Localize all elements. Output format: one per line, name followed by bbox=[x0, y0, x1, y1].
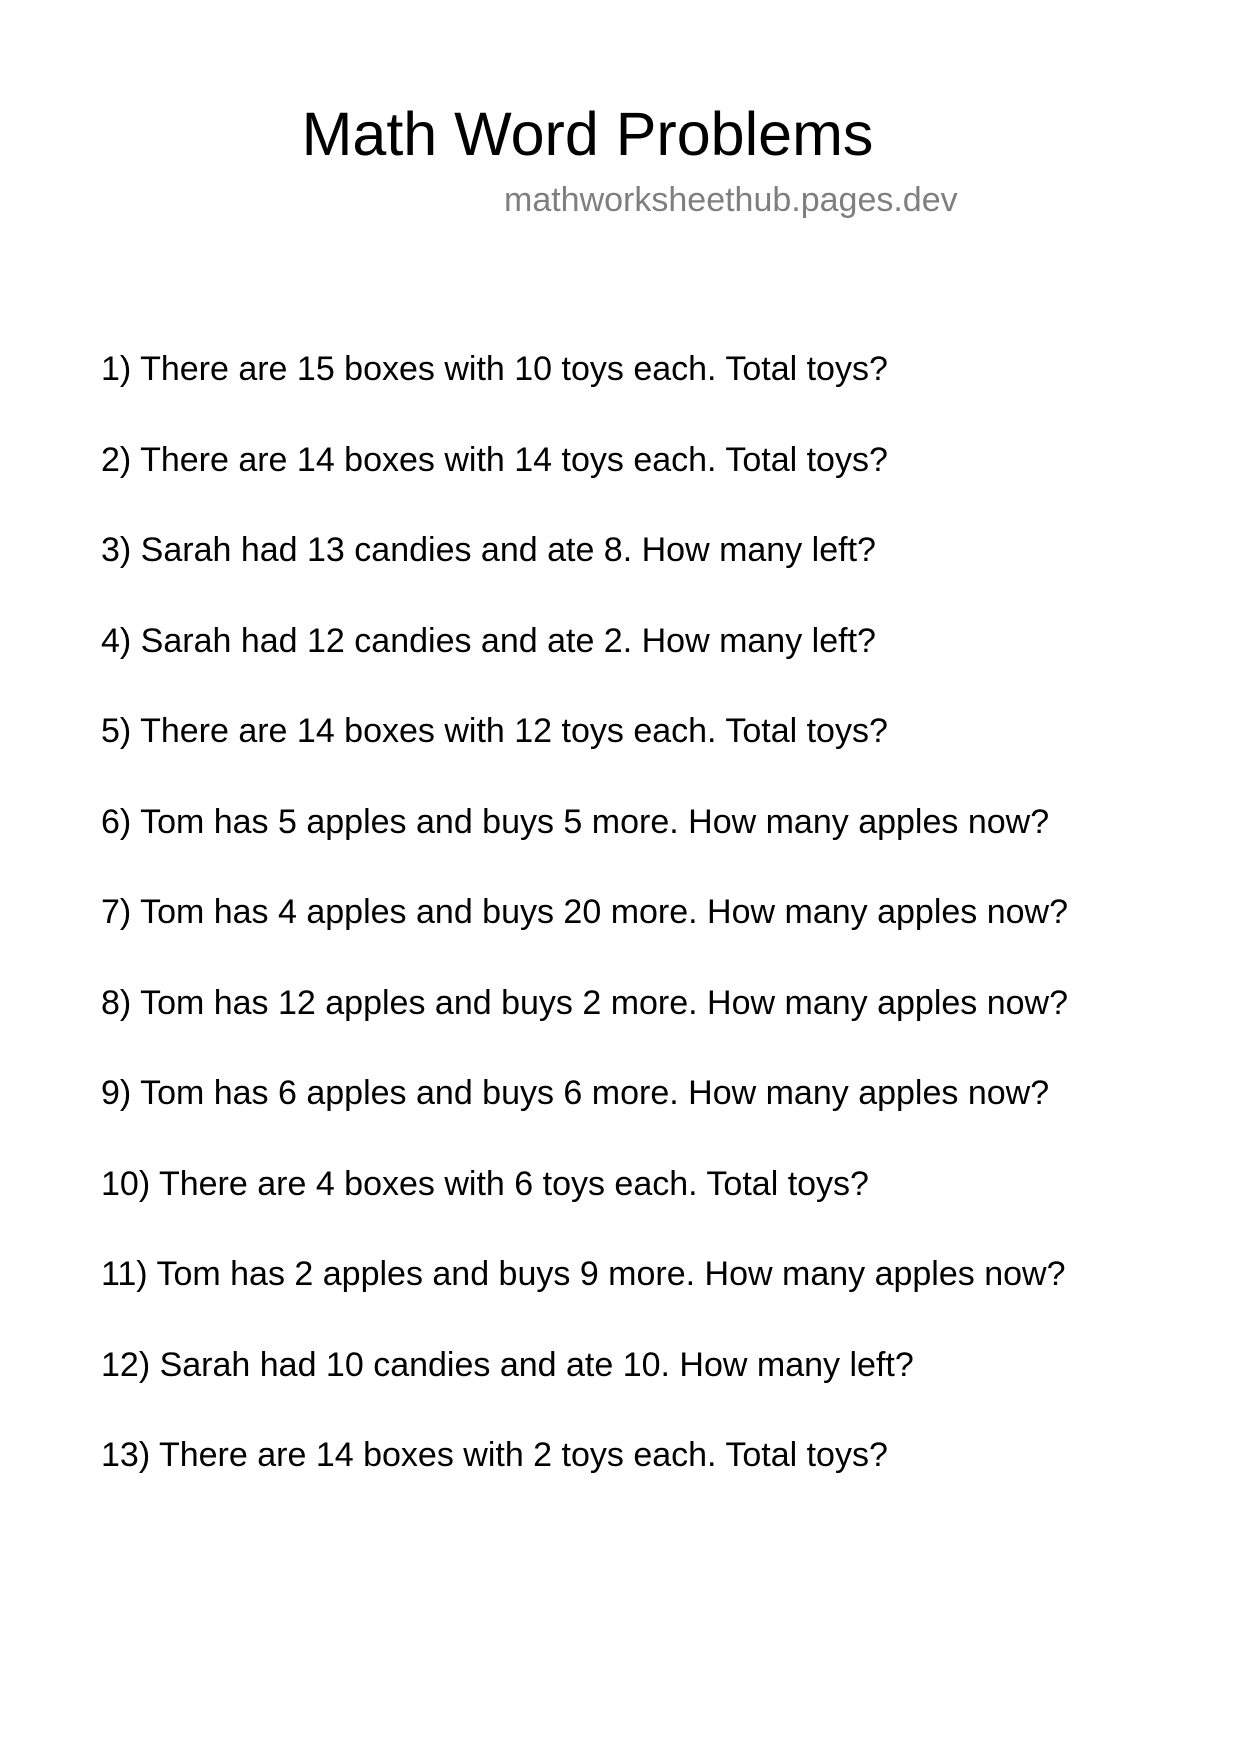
problem-5: 5) There are 14 boxes with 12 toys each. Total toys? bbox=[101, 712, 888, 750]
problem-13: 13) There are 14 boxes with 2 toys each. Total toys? bbox=[101, 1436, 888, 1474]
problem-list bbox=[101, 349, 1068, 1526]
problem-11: 11) Tom has 2 apples and buys 9 more. How many apples now? bbox=[101, 1255, 1066, 1293]
source-url: mathworksheethub.pages.dev bbox=[504, 181, 958, 219]
problem-3: 3) Sarah had 13 candies and ate 8. How many left? bbox=[101, 531, 876, 569]
problem-8: 8) Tom has 12 apples and buys 2 more. How many apples now? bbox=[101, 983, 1069, 1022]
problem-2: 2) There are 14 boxes with 14 toys each. Total toys? bbox=[101, 440, 888, 479]
problem-6: 6) Tom has 5 apples and buys 5 more. How many apples now? bbox=[101, 802, 1050, 841]
problem-10: 10) There are 4 boxes with 6 toys each. Total toys? bbox=[101, 1164, 869, 1203]
page-title: Math Word Problems bbox=[301, 100, 874, 168]
problem-7: 7) Tom has 4 apples and buys 20 more. How many apples now? bbox=[101, 893, 1069, 931]
problem-4: 4) Sarah had 12 candies and ate 2. How many left? bbox=[101, 621, 876, 660]
problem-12: 12) Sarah had 10 candies and ate 10. How many left? bbox=[101, 1345, 914, 1384]
problem-9: 9) Tom has 6 apples and buys 6 more. How many apples now? bbox=[101, 1074, 1050, 1112]
problem-1: 1) There are 15 boxes with 10 toys each. Total toys? bbox=[101, 350, 888, 388]
